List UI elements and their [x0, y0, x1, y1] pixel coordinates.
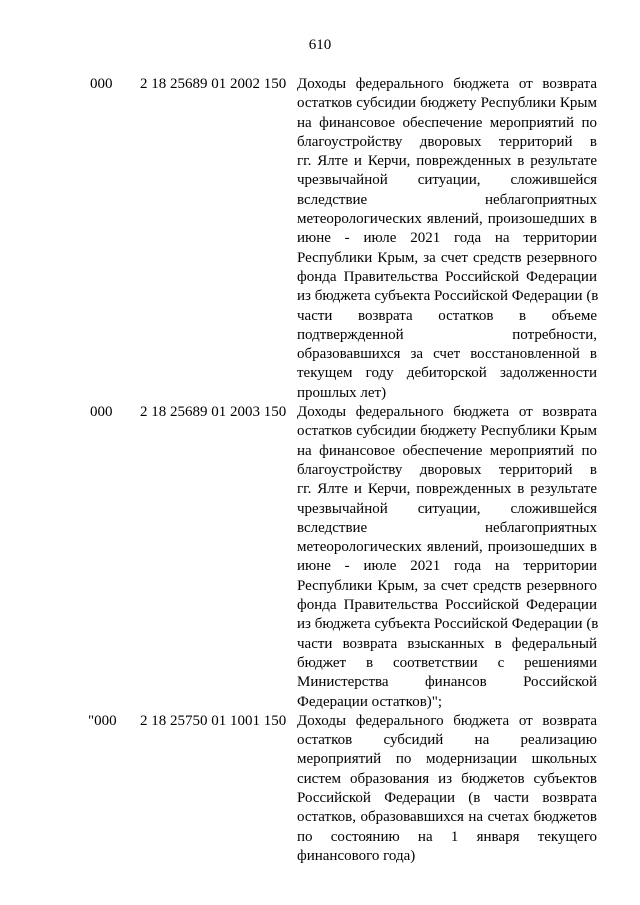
- description-line: на финансовое обеспечение мероприятий по: [297, 114, 597, 131]
- description-line: по состоянию на 1 января текущего: [297, 828, 597, 845]
- description-line: Министерства финансов Российской: [297, 674, 597, 691]
- budget-classification-code: 2 18 25689 01 2003 150: [140, 404, 287, 421]
- description-line: остатков субсидии бюджету Республики Крым: [297, 423, 597, 440]
- administrator-code: 000: [90, 404, 113, 421]
- description-line: Доходы федерального бюджета от возврата: [297, 404, 597, 421]
- description-line: чрезвычайной ситуации, сложившейся: [297, 500, 597, 517]
- description-line: Российской Федерации (в части возврата: [297, 789, 597, 806]
- description-line: метеорологических явлений, произошедших в: [297, 539, 597, 556]
- description-line: из бюджета субъекта Российской Федерации (в: [297, 616, 599, 633]
- description-line: гг. Ялте и Керчи, поврежденных в результате: [297, 481, 597, 498]
- description-line: на финансовое обеспечение мероприятий по: [297, 442, 597, 459]
- budget-classification-code: 2 18 25750 01 1001 150: [140, 712, 287, 729]
- description-line: остатков, образовавшихся на счетах бюджетов: [297, 809, 597, 826]
- description-line: бюджет в соответствии с решениями: [297, 654, 597, 671]
- description-line: июне - июле 2021 года на территории: [297, 558, 597, 575]
- description-line: части возврата остатков в объеме: [297, 307, 597, 324]
- description-line: финансового года): [297, 847, 416, 864]
- budget-code-entry: [0, 712, 640, 866]
- administrator-code: 000: [90, 76, 113, 92]
- description-line: Доходы федерального бюджета от возврата: [297, 712, 597, 729]
- description-line: метеорологических явлений, произошедших в: [297, 211, 597, 228]
- description-line: остатков субсидий на реализацию: [297, 732, 597, 749]
- budget-code-entry: [0, 403, 640, 712]
- description-line: вследствие неблагоприятных: [297, 191, 597, 208]
- income-description: [297, 403, 597, 712]
- description-line: вследствие неблагоприятных: [297, 519, 597, 536]
- description-line: мероприятий по модернизации школьных: [297, 751, 597, 768]
- description-line: Доходы федерального бюджета от возврата: [297, 76, 597, 92]
- description-line: остатков субсидии бюджету Республики Крым: [297, 95, 597, 112]
- description-line: благоустройству дворовых территорий в: [297, 461, 597, 478]
- description-line: июне - июле 2021 года на территории: [297, 230, 597, 247]
- income-description: [297, 75, 597, 403]
- description-line: Республики Крым, за счет средств резервного: [297, 577, 597, 594]
- budget-code-list: [0, 75, 640, 866]
- description-line: фонда Правительства Российской Федерации: [297, 597, 597, 614]
- budget-code-entry: [0, 75, 640, 403]
- description-line: чрезвычайной ситуации, сложившейся: [297, 172, 597, 189]
- description-line: подтвержденной потребности,: [297, 326, 597, 343]
- page-number: 610: [308, 37, 332, 53]
- description-line: фонда Правительства Российской Федерации: [297, 268, 597, 285]
- description-line: систем образования из бюджетов субъектов: [297, 770, 597, 787]
- description-line: текущем году дебиторской задолженности: [297, 365, 597, 382]
- description-line: гг. Ялте и Керчи, поврежденных в результате: [297, 153, 597, 170]
- description-line: Республики Крым, за счет средств резервного: [297, 249, 597, 266]
- description-line: Федерации остатков)";: [297, 693, 443, 710]
- description-line: части возврата взысканных в федеральный: [297, 635, 597, 652]
- income-description: [297, 712, 597, 866]
- description-line: образовавшихся за счет восстановленной в: [297, 346, 597, 363]
- description-line: из бюджета субъекта Российской Федерации (в: [297, 288, 599, 305]
- description-line: прошлых лет): [297, 384, 387, 401]
- budget-classification-code: 2 18 25689 01 2002 150: [140, 76, 287, 92]
- description-line: благоустройству дворовых территорий в: [297, 133, 597, 150]
- administrator-code: "000: [88, 712, 117, 729]
